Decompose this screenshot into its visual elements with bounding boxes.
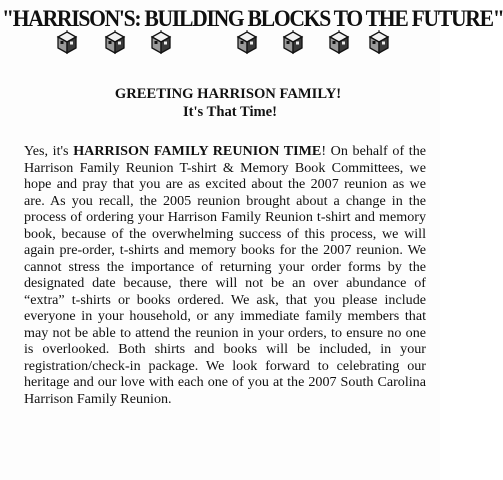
- letter-intro: Yes, it's: [24, 143, 74, 159]
- building-block-cube-icon: [328, 30, 350, 56]
- building-block-cube-icon: [104, 30, 126, 56]
- letter-body: [24, 143, 426, 407]
- greeting-heading: GREETING HARRISON FAMILY!: [114, 86, 342, 102]
- greeting-subheading: It's That Time!: [182, 104, 278, 120]
- letter-main-text: ! On behalf of the Harrison Family Reunion T-shirt & Memory Book Committees, we hope and pray that you are as excited about the 2007 reunion as we are. As you recall, the 2005 reunion brought about a change in the process of ordering your Harrison Family Reunion t-shirt and memory book, because of the overwhelming success of this process, we will again pre-order, t-shirts and memory books for the 2007 reunion. We cannot stress the importance of returning your order forms by the designated date because, there will not be an over abundance of “extra” t-shirts or books ordered. We ask, that you please include everyone in your household, or any immediate family members that may not be able to attend the reunion in your orders, to ensure no one is overlooked. Both shirts and books will be included, in your registration/check-in package. We look forward to celebrating our heritage and our love with each one of you at the 2007 South Carolina Harrison Family Reunion.: [24, 143, 427, 407]
- building-block-cube-icon: [150, 30, 172, 56]
- building-block-cube-icon: [368, 30, 390, 56]
- header-banner: [0, 0, 503, 62]
- banner-title: "HARRISON'S: BUILDING BLOCKS TO THE FUTURE": [2, 6, 503, 32]
- building-block-cube-icon: [236, 30, 258, 56]
- building-block-cube-icon: [56, 30, 78, 56]
- building-block-cube-icon: [282, 30, 304, 56]
- reunion-time-emphasis: HARRISON FAMILY REUNION TIME: [73, 143, 322, 159]
